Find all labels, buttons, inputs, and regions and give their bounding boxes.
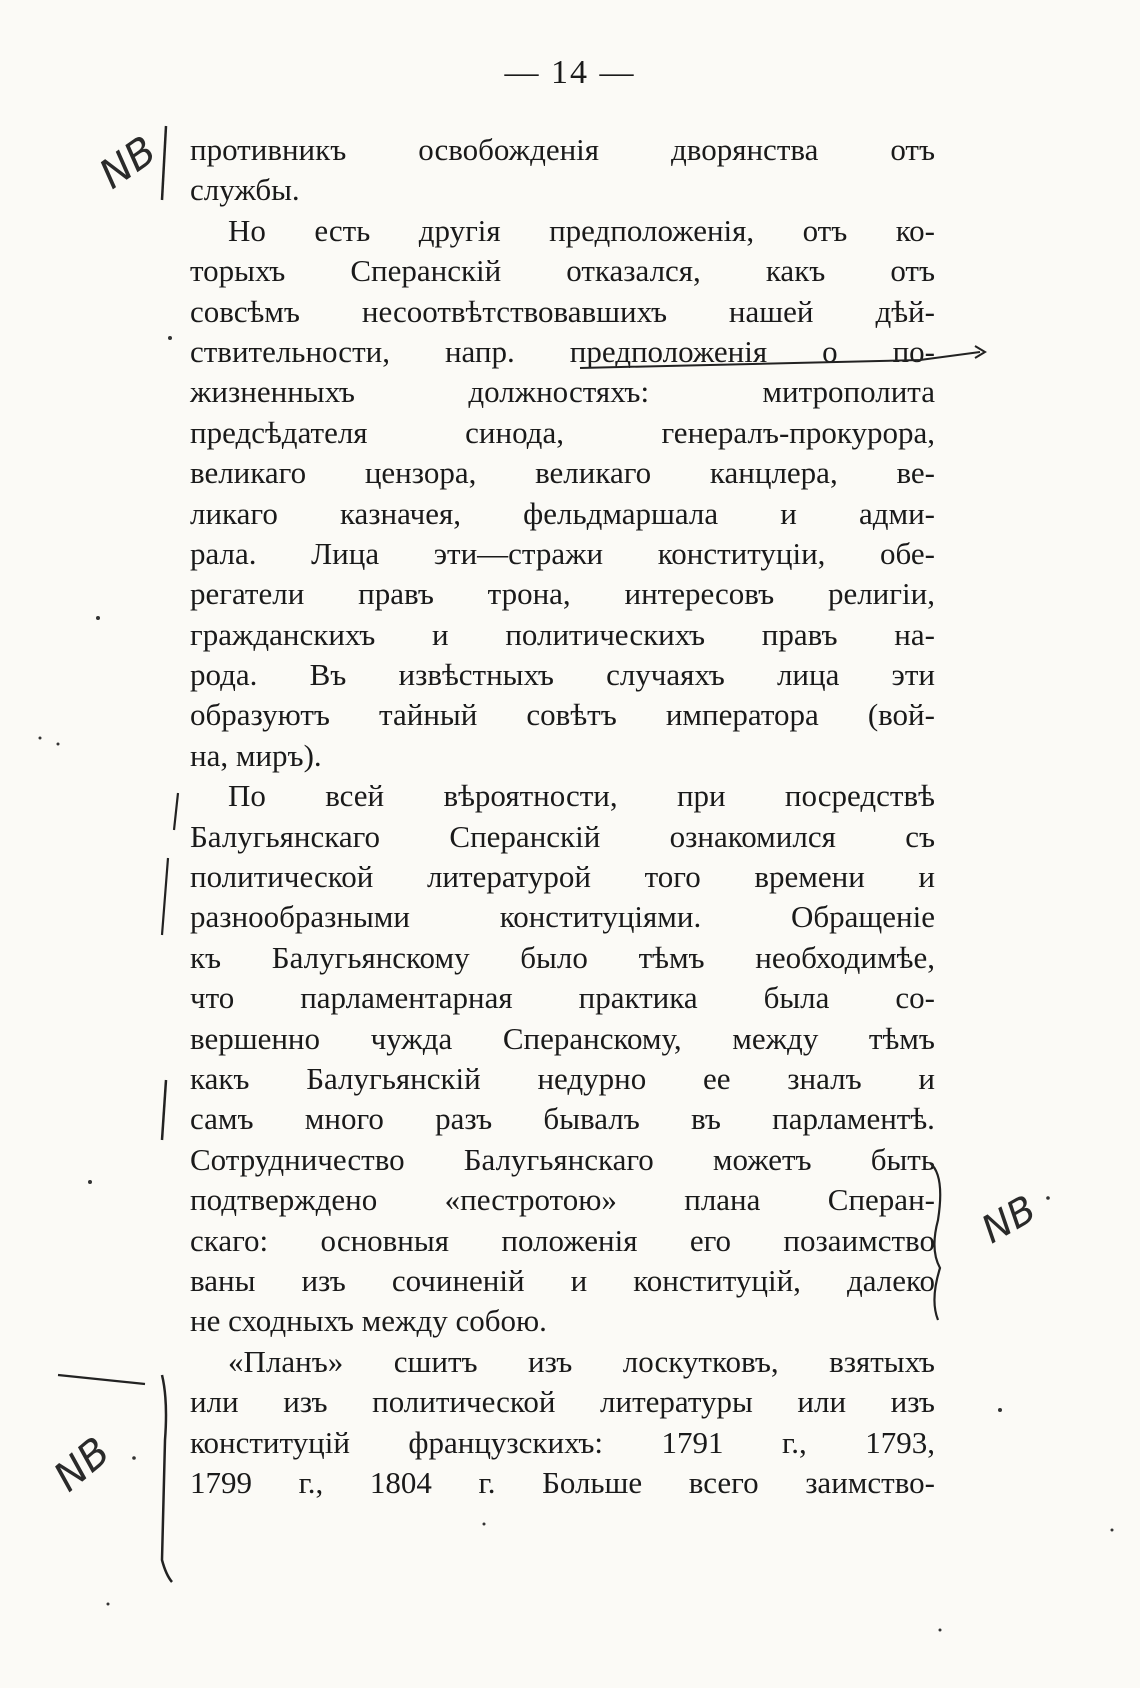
margin-note-nb-right [930,1163,1043,1320]
text-line: конституцій французскихъ: 1791 г., 1793, [190,1424,935,1460]
text-line: къ Балугьянскому было тѣмъ необходимѣе, [190,939,935,975]
text-line: 1799 г., 1804 г. Больше всего заимство- [190,1464,935,1500]
text-line: какъ Балугьянскій недурно ее зналъ и [190,1060,935,1096]
text-line: скаго: основныя положенія его позаимство [190,1222,935,1258]
body-text [190,130,935,1503]
text-line: разнообразными конституціями. Обращеніе [190,899,935,935]
text-line: рала. Лица эти—стражи конституціи, обе- [190,535,935,571]
page-number: — 14 — [504,54,636,91]
text-line: политической литературой того времени и [190,859,935,895]
text-line: на, миръ). [190,737,322,773]
text-line: предсѣдателя синода, генералъ-прокурора, [190,414,935,450]
nb-label-right: NB [973,1186,1044,1252]
margin-note-nb-bottom-left [45,1375,172,1582]
text-line: ликаго казначея, фельдмаршала и адми- [190,495,935,531]
text-line: самъ много разъ бывалъ въ парламентѣ. [190,1101,935,1137]
text-line: ствительности, напр. предположенія о по- [190,333,935,369]
text-line: По всей вѣроятности, при посредствѣ [228,778,935,814]
text-line: образуютъ тайный совѣтъ императора (вой- [190,697,935,733]
text-line: гражданскихъ и политическихъ правъ на- [190,616,935,652]
text-line: великаго цензора, великаго канцлера, ве- [190,455,935,491]
side-line-para2 [162,793,178,935]
margin-note-nb-top-left [91,126,166,200]
text-line: службы. [190,172,300,208]
text-line: Балугьянскаго Сперанскій ознакомился съ [190,818,935,854]
text-line: ваны изъ сочиненій и конституцій, далеко [190,1262,935,1298]
side-line-para2b [162,1080,166,1140]
text-line: Но есть другія предположенія, отъ ко- [228,212,935,248]
text-line: противникъ освобожденія дворянства отъ [190,132,935,167]
text-line: торыхъ Сперанскій отказался, какъ отъ [190,253,935,289]
text-line: рода. Въ извѣстныхъ случаяхъ лица эти [190,657,935,693]
text-line: Сотрудничество Балугьянскаго можетъ быть [190,1141,935,1177]
text-line: вершенно чужда Сперанскому, между тѣмъ [190,1020,935,1056]
text-line: или изъ политической литературы или изъ [190,1384,935,1420]
text-line: регатели правъ трона, интересовъ религіи, [190,576,935,612]
text-line: «Планъ» сшитъ изъ лоскутковъ, взятыхъ [228,1343,935,1379]
text-line: не сходныхъ между собою. [190,1303,547,1339]
text-line: подтверждено «пестротою» плана Сперан- [190,1182,935,1218]
nb-label: NB [91,127,165,199]
text-line: совсѣмъ несоотвѣтствовавшихъ нашей дѣй- [190,293,935,329]
text-line: что парламентарная практика была со- [190,980,935,1016]
text-line: жизненныхъ должностяхъ: митрополита [190,374,935,410]
nb-label-bottom: NB [45,1428,119,1501]
